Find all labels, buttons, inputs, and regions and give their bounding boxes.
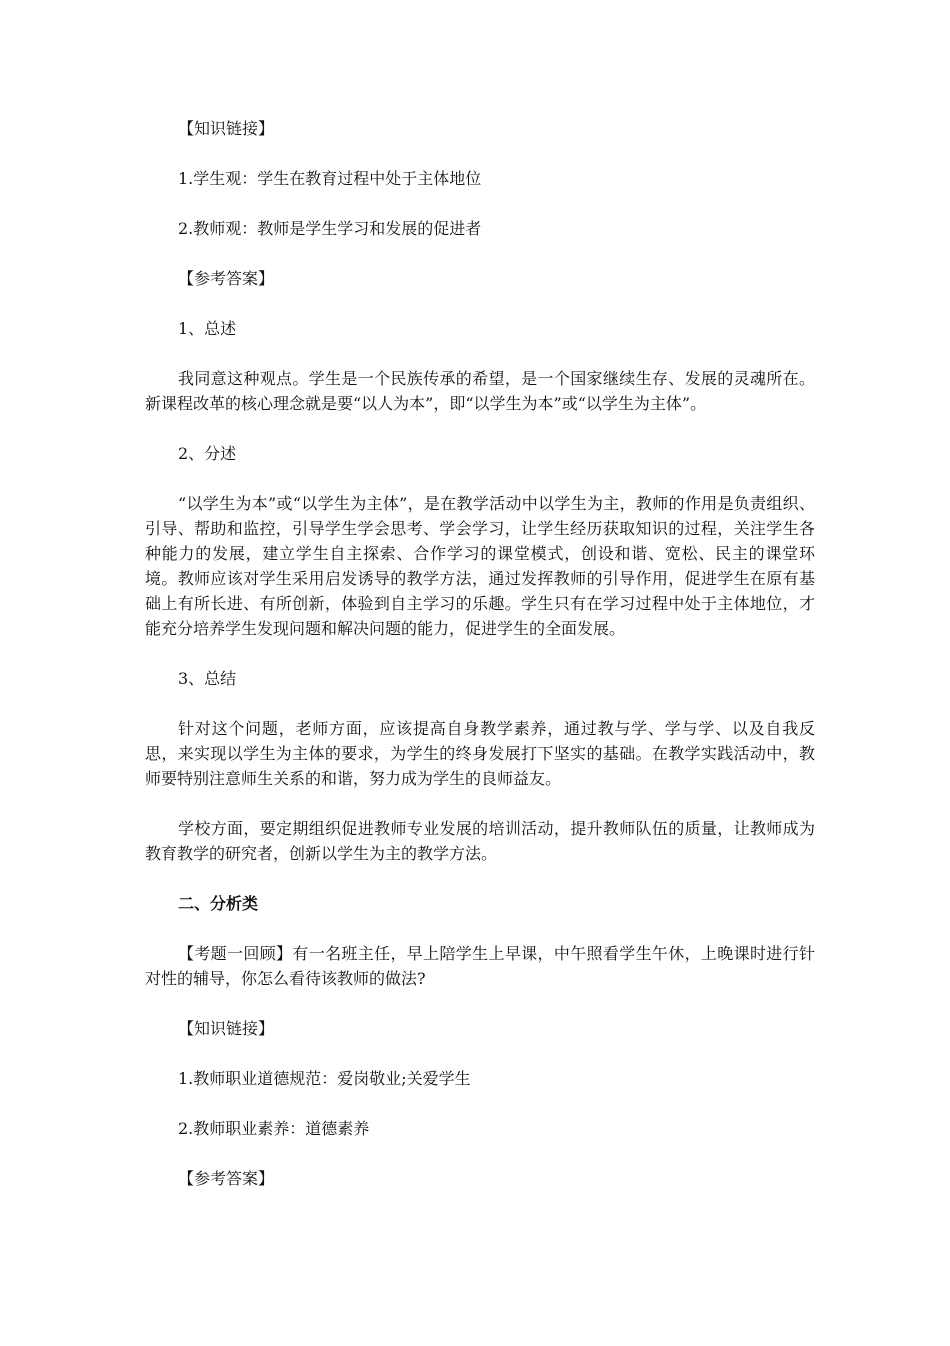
heading-knowledge-link-2: 【知识链接】 — [178, 1019, 275, 1038]
paragraph-exam-question: 【考题一回顾】有一名班主任，早上陪学生上早课，中午照看学生午休，上晚课时进行针对性的辅导，你怎么看待该教师的做法? — [145, 944, 815, 988]
section-summary: 3、总结 — [178, 669, 237, 688]
document-body — [145, 116, 815, 1191]
section-detail: 2、分述 — [178, 444, 237, 463]
point-professional-quality: 2.教师职业素养：道德素养 — [178, 1119, 370, 1138]
point-student-view: 1.学生观：学生在教育过程中处于主体地位 — [178, 169, 482, 188]
paragraph-teacher-side: 针对这个问题，老师方面，应该提高自身教学素养，通过教与学、学与学、以及自我反思，来实现以学生为主体的要求，为学生的终身发展打下坚实的基础。在教学实践活动中，教师要特别注意师生关系的和谐，努力成为学生的良师益友。 — [145, 719, 815, 788]
heading-reference-answer-2: 【参考答案】 — [178, 1169, 275, 1188]
paragraph-school-side: 学校方面，要定期组织促进教师专业发展的培训活动，提升教师队伍的质量，让教师成为教育教学的研究者，创新以学生为主的教学方法。 — [145, 819, 815, 863]
point-teacher-view: 2.教师观：教师是学生学习和发展的促进者 — [178, 219, 482, 238]
point-ethics-norms: 1.教师职业道德规范：爱岗敬业;关爱学生 — [178, 1069, 471, 1088]
section-overview: 1、总述 — [178, 319, 237, 338]
heading-analysis: 二、分析类 — [178, 894, 259, 913]
paragraph-detail: “以学生为本”或“以学生为主体”，是在教学活动中以学生为主，教师的作用是负责组织、引导、帮助和监控，引导学生学会思考、学会学习，让学生经历获取知识的过程，关注学生各种能力的发展，建立学生自主探索、合作学习的课堂模式，创设和谐、宽松、民主的课堂环境。教师应该对学生采用启发诱导的教学方法，通过发挥教师的引导作用，促进学生在原有基础上有所长进、有所创新，体验到自主学习的乐趣。学生只有在学习过程中处于主体地位，才能充分培养学生发现问题和解决问题的能力，促进学生的全面发展。 — [145, 494, 815, 638]
heading-knowledge-link: 【知识链接】 — [178, 119, 275, 138]
paragraph-overview: 我同意这种观点。学生是一个民族传承的希望，是一个国家继续生存、发展的灵魂所在。新课程改革的核心理念就是要“以人为本”，即“以学生为本”或“以学生为主体”。 — [145, 369, 815, 413]
heading-reference-answer: 【参考答案】 — [178, 269, 275, 288]
